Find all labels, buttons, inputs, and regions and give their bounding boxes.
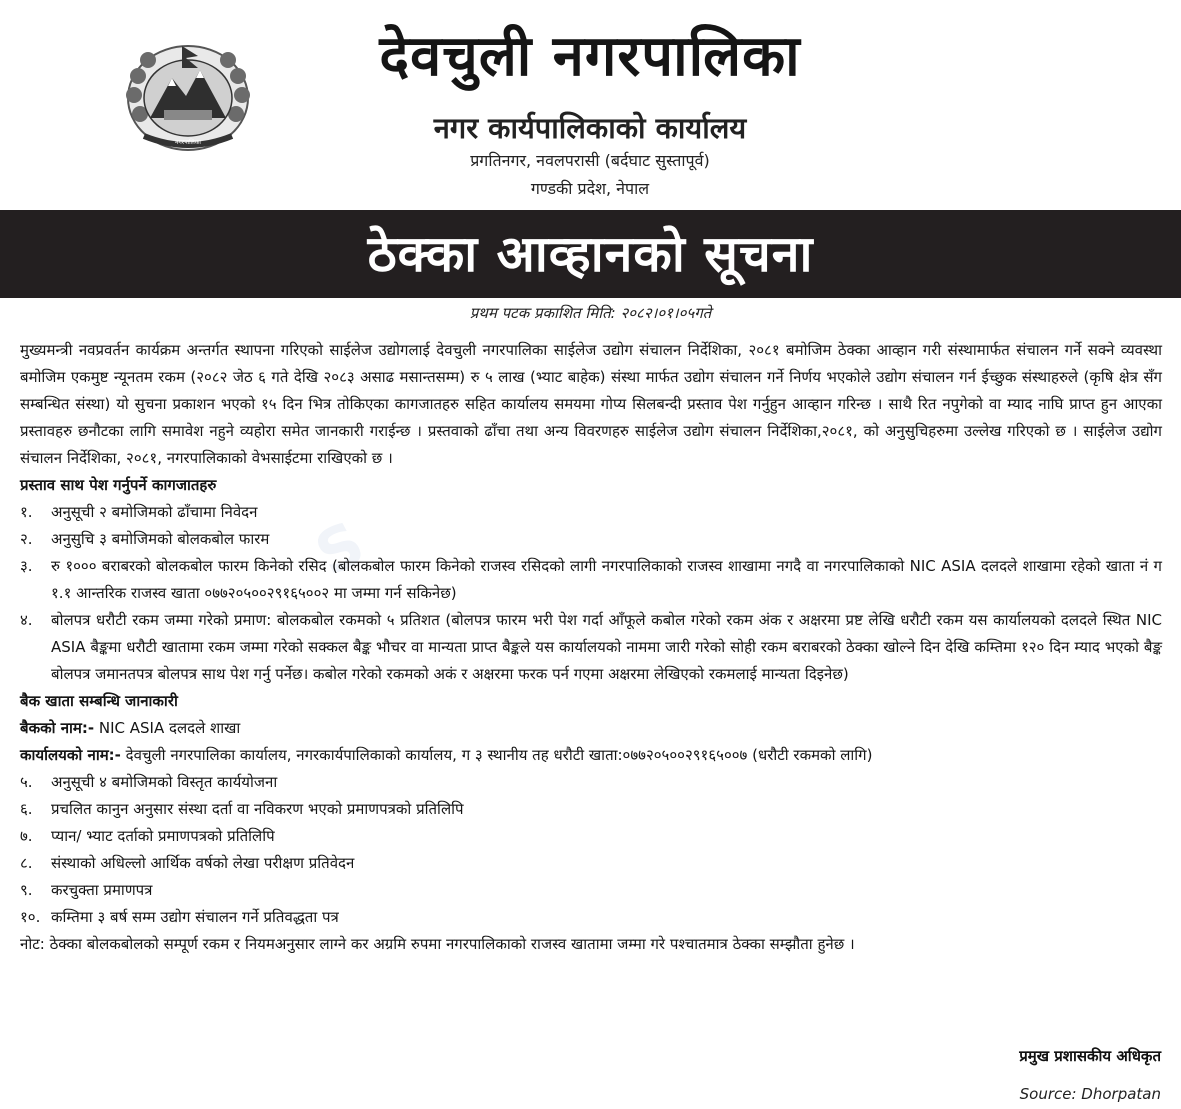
list-item-text: बोलपत्र धरौटी रकम जम्मा गरेको प्रमाण: बोलकबोल रकमको ५ प्रतिशत (बोलपत्र फारम भरी पेश गर्दा आँफूले कबोल गरेको रकम अंक र अक्षरमा प्रष्ट लेखि धरौटी रकम यस कार्यालयको दलदले स्थित NIC ASIA बैङ्कमा धरौटी खातामा रकम जम्मा गरेको सक्कल बैङ्क भौचर वा मान्यता प्राप्त बैङ्कले यस कार्यालयको नाममा जारी गरेको सोही रकम बराबरको ठेक्का खोल्ने दिन देखि कम्तिमा १२० दिन म्याद भएको बैङ्क बोलपत्र जमानतपत्र बोलपत्र साथ पेश गर्नु पर्नेछ। कबोल गरेको रकमको अकं र अक्षरमा फरक पर्न गएमा अक्षरमा लेखिएको रकमलाई मान्यता दिइनेछ)	[51, 611, 1162, 683]
documents-heading: प्रस्ताव साथ पेश गर्नुपर्ने कागजातहरु	[20, 476, 217, 494]
bank-heading: बैक खाता सम्बन्धि जानाकारी	[20, 692, 178, 710]
list-item	[20, 823, 1162, 850]
list-item	[20, 769, 1162, 796]
office-name-value: देवचुली नगरपालिका कार्यालय, नगरकार्यपालिकाको कार्यालय, ग ३ स्थानीय तह धरौटी खाता:०७७२०५००२९१६५००७ (धरौटी रकमको लागि)	[120, 746, 873, 764]
office-address: प्रगतिनगर, नवलपरासी (बर्दघाट सुस्तापूर्व)	[470, 151, 710, 170]
list-item	[20, 796, 1162, 823]
note-text: नोट: ठेक्का बोलकबोलको सम्पूर्ण रकम र नियमअनुसार लाग्ने कर अग्रमि रुपमा नगरपालिकाको राजस्व खातामा जम्मा गरे पश्चातमात्र ठेक्का सम्झौता हुनेछ ।	[20, 935, 855, 953]
list-item-number: ३.	[20, 557, 33, 575]
list-item	[20, 877, 1162, 904]
bank-name-label: बैकको नाम:-	[20, 719, 95, 737]
list-item-text: करचुक्ता प्रमाणपत्र	[51, 881, 153, 899]
signatory-title: प्रमुख प्रशासकीय अधिकृत	[1019, 1047, 1161, 1065]
list-item	[20, 607, 1162, 688]
list-item	[20, 850, 1162, 877]
list-item-number: ९.	[20, 881, 33, 899]
list-item-text: अनुसूची २ बमोजिमको ढाँचामा निवेदन	[51, 503, 258, 521]
list-item	[20, 904, 1162, 931]
documents-list-continued	[20, 769, 1162, 931]
office-name-line	[20, 742, 1162, 769]
notice-banner	[0, 210, 1181, 298]
list-item-number: १०.	[20, 908, 41, 926]
documents-list	[20, 499, 1162, 688]
office-name-label: कार्यालयको नाम:-	[20, 746, 121, 764]
list-item-text: कम्तिमा ३ बर्ष सम्म उद्योग संचालन गर्ने प्रतिवद्धता पत्र	[51, 908, 339, 926]
municipality-emblem-icon	[124, 40, 252, 152]
office-subtitle: नगर कार्यपालिकाको कार्यालय	[433, 111, 747, 145]
notice-body	[20, 337, 1162, 958]
list-item-text: प्यान/ भ्याट दर्ताको प्रमाणपत्रको प्रतिलिपि	[51, 827, 275, 845]
emblem-ribbon-text: नगरपालिका	[175, 139, 201, 146]
list-item-number: ७.	[20, 827, 33, 845]
intro-paragraph: मुख्यमन्त्री नवप्रवर्तन कार्यक्रम अन्तर्गत स्थापना गरिएको साईलेज उद्योगलाई देवचुली नगरपालिका साईलेज उद्योग संचालन निर्देशिका, २०८१ बमोजिम ठेक्का आव्हान गरी संस्थामार्फत संचालन गर्ने सक्ने व्यवस्था बमोजिम एकमुष्ट न्यूनतम रकम (२०८२ जेठ ६ गते देखि २०८३ असाढ मसान्तसम्म) रु ५ लाख (भ्याट बाहेक) संस्था मार्फत उद्योग संचालन गर्ने निर्णय भएकोले उद्योग संचालन गर्न ईच्छुक संस्थाहरुले (कृषि क्षेत्र सँग सम्बन्धित संस्था) यो सुचना प्रकाशन भएको १५ दिन भित्र तोकिएका कागजातहरु सहित कार्यालय समयमा गोप्य सिलबन्दी प्रस्ताव पेश गर्नुहुन आव्हान गरिन्छ । साथै रित नपुगेको वा म्याद नाघि प्राप्त हुन आएका प्रस्तावहरु छनौटका लागि समावेश नहुने व्यहोरा समेत जानकारी गराईन्छ । प्रस्तवाको ढाँचा तथा अन्य विवरणहरु साईलेज उद्योग संचालन निर्देशिका,२०८१, को अनुसुचिहरुमा उल्लेख गरिएको छ । साईलेज उद्योग संचालन निर्देशिका, २०८१, नगरपालिकाको वेभसाईटमा राखिएको छ ।	[20, 341, 1162, 467]
list-item-number: ५.	[20, 773, 33, 791]
list-item-text: रु १००० बराबरको बोलकबोल फारम किनेको रसिद (बोलकबोल फारम किनेको राजस्व रसिदको लागी नगरपालिकाको राजस्व शाखामा नगदै वा नगरपालिकाको NIC ASIA दलदले शाखामा रहेको खाता नं ग १.१ आन्तरिक राजस्व खाता ०७७२०५००२९१६५००२ मा जम्मा गर्न सकिनेछ)	[51, 557, 1162, 602]
list-item-text: अनुसूची ४ बमोजिमको विस्तृत कार्ययोजना	[51, 773, 278, 791]
list-item	[20, 499, 1162, 526]
list-item-number: २.	[20, 530, 33, 548]
bank-name-line	[20, 715, 1162, 742]
municipality-title: देवचुली नगरपालिका	[379, 24, 801, 89]
list-item	[20, 553, 1162, 607]
list-item-number: ४.	[20, 611, 33, 629]
list-item	[20, 526, 1162, 553]
list-item-number: ६.	[20, 800, 33, 818]
list-item-text: संस्थाको अधिल्लो आर्थिक वर्षको लेखा परीक्षण प्रतिवेदन	[51, 854, 355, 872]
publication-date: प्रथम पटक प्रकाशित मिति: २०८२।०१।०५गते	[469, 304, 712, 322]
list-item-number: १.	[20, 503, 33, 521]
source-credit: Source: Dhorpatan	[1019, 1085, 1161, 1103]
watermark: S	[304, 508, 376, 591]
list-item-text: प्रचलित कानुन अनुसार संस्था दर्ता वा नविकरण भएको प्रमाणपत्रको प्रतिलिपि	[51, 800, 464, 818]
office-province: गण्डकी प्रदेश, नेपाल	[530, 179, 650, 198]
list-item-number: ८.	[20, 854, 33, 872]
notice-title: ठेक्का आव्हानको सूचना	[367, 225, 814, 283]
list-item-text: अनुसुचि ३ बमोजिमको बोलकबोल फारम	[51, 530, 270, 548]
bank-name-value: NIC ASIA दलदले शाखा	[94, 719, 241, 737]
